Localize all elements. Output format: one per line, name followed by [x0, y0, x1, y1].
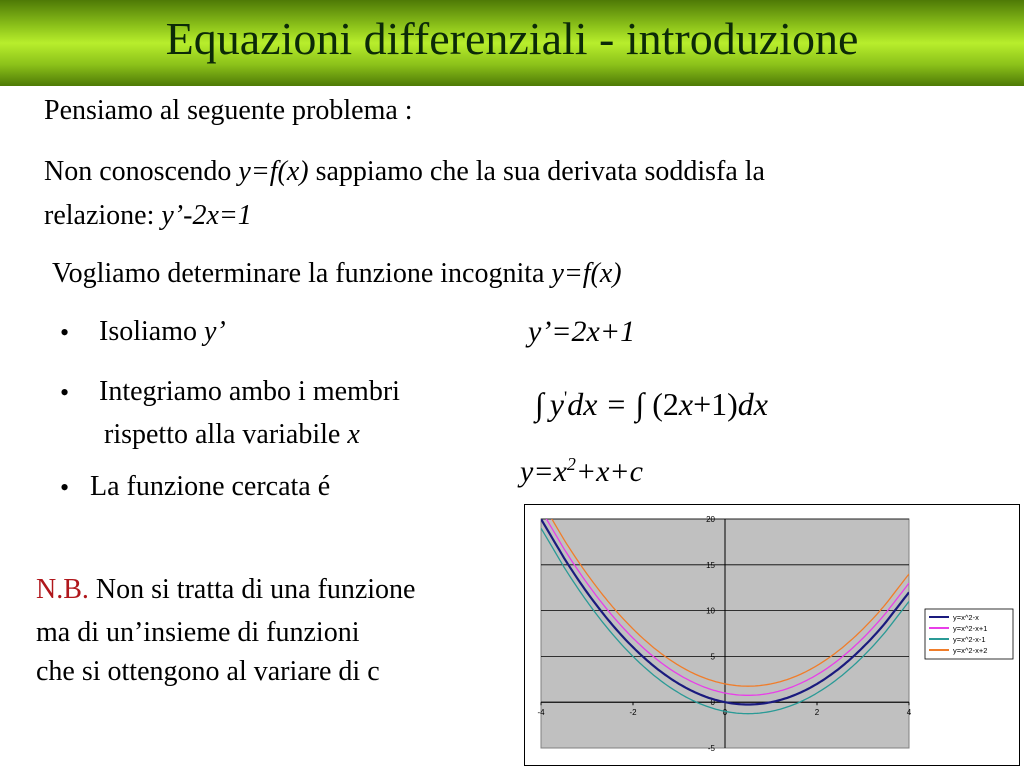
x-tick-label: 0 — [722, 708, 728, 718]
solution-formula — [520, 454, 643, 489]
problem-line-2-pre: relazione: — [44, 200, 162, 231]
bullet-funzione-cercata: La funzione cercata é — [90, 471, 331, 502]
note-line-1-text: Non si tratta di una funzione — [88, 574, 416, 605]
integral-formula — [535, 386, 768, 423]
note-line-1 — [36, 573, 416, 607]
legend-label: y=x^2-x-1 — [953, 635, 986, 644]
goal-function: y=f(x) — [551, 258, 622, 289]
page-title: Equazioni differenziali - introduzione — [165, 13, 859, 64]
x-tick-label: -2 — [629, 708, 637, 718]
y-tick-label: -5 — [707, 744, 715, 753]
bullet-isoliamo — [99, 315, 226, 349]
integral-sign-right: ∫ — [635, 386, 645, 422]
bullet-integriamo: Integriamo ambo i membri — [99, 376, 400, 407]
problem-line-1-post: sappiamo che la sua derivata soddisfa la — [308, 156, 765, 187]
y-tick-label: 10 — [706, 606, 715, 616]
x-tick-label: -4 — [537, 708, 545, 718]
bullet-isoliamo-yprime: y’ — [204, 316, 226, 347]
x-tick-label: 4 — [906, 708, 912, 718]
derivative-formula: y’=2x+1 — [528, 315, 636, 348]
goal-text — [52, 257, 622, 291]
solution-exponent: 2 — [566, 454, 576, 474]
legend-label: y=x^2-x — [953, 613, 979, 622]
y-tick-label: 20 — [706, 515, 715, 524]
note-line-3: che si ottengono al variare di c — [36, 656, 380, 687]
bullet-integriamo-line-2 — [104, 418, 360, 452]
solution-pre: y=x — [520, 455, 567, 488]
legend-label: y=x^2-x+1 — [953, 624, 988, 633]
problem-line-1-pre: Non conoscendo — [44, 156, 239, 187]
intro-text: Pensiamo al seguente problema : — [44, 95, 413, 126]
y-tick-label: 5 — [710, 652, 715, 662]
function-notation: y=f(x) — [238, 156, 309, 187]
integral-dx-left: dx — [567, 386, 598, 422]
integral-rhs-x: x — [678, 386, 694, 422]
bullet-isoliamo-text: Isoliamo — [99, 316, 204, 347]
nb-label: N.B. — [36, 574, 89, 605]
integral-equals: = — [607, 386, 626, 422]
y-tick-label: 0 — [710, 698, 715, 708]
chart-frame — [524, 504, 1020, 766]
integral-prime: ' — [563, 387, 568, 408]
variable-x: x — [347, 419, 360, 450]
note-line-2: ma di un’insieme di funzioni — [36, 617, 360, 648]
bullet-dot-2: • — [60, 378, 70, 407]
bullet-integriamo-line-2-text: rispetto alla variabile — [104, 419, 348, 450]
solution-post: +x+c — [575, 455, 643, 488]
y-tick-label: 15 — [706, 560, 715, 570]
bullet-dot-1: • — [60, 318, 70, 347]
parabola-chart — [525, 505, 1019, 765]
problem-line-2 — [44, 199, 252, 233]
bullet-dot-3: • — [60, 473, 70, 502]
x-tick-label: 2 — [814, 708, 820, 718]
integral-dx-right: dx — [737, 386, 768, 422]
legend-label: y=x^2-x+2 — [953, 646, 988, 655]
integral-rhs-plus: +1) — [693, 386, 738, 422]
goal-text-pre: Vogliamo determinare la funzione incognita — [52, 258, 552, 289]
integral-sign-left: ∫ — [535, 386, 544, 422]
problem-line-1 — [44, 155, 765, 189]
integral-y: y — [549, 386, 564, 422]
integral-rhs-open: (2 — [652, 386, 679, 422]
differential-relation: y’-2x=1 — [161, 200, 252, 231]
